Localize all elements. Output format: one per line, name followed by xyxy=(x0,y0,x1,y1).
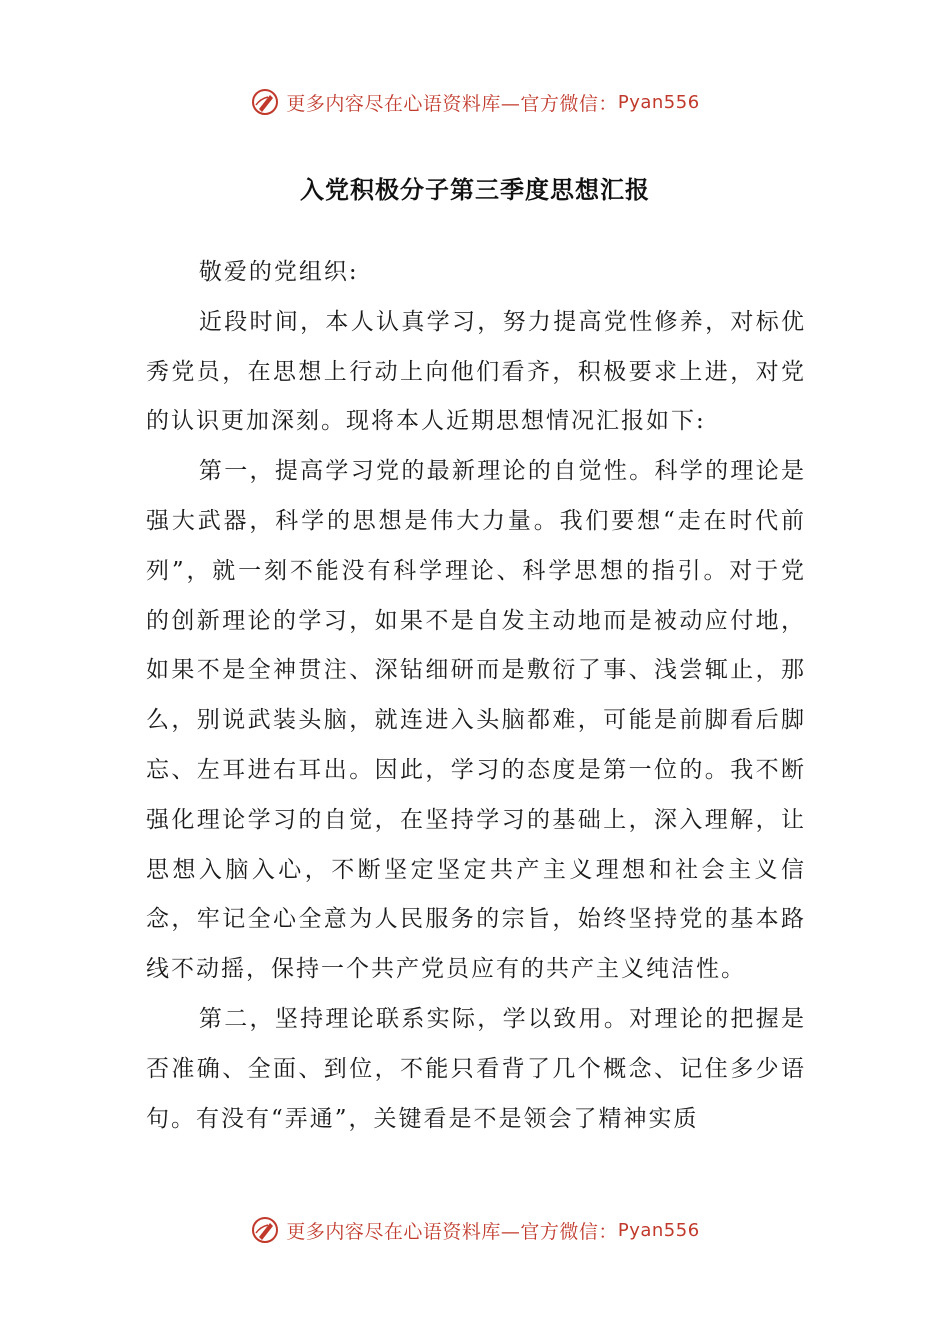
paragraph: 第一，提高学习党的最新理论的自觉性。科学的理论是强大武器，科学的思想是伟大力量。我们要想“走在时代前列”，就一刻不能没有科学理论、科学思想的指引。对于党的创新理论的学习，如果不是自发主动地而是被动应付地，如果不是全神贯注、深钻细研而是敷衍了事、浅尝辄止，那么，别说武装头脑，就连进入头脑都难，可能是前脚看后脚忘、左耳进右耳出。因此，学习的态度是第一位的。我不断强化理论学习的自觉，在坚持学习的基础上，深入理解，让思想入脑入心，不断坚定坚定共产主义理想和社会主义信念，牢记全心全意为人民服务的宗旨，始终坚持党的基本路线不动摇，保持一个共产党员应有的共产主义纯洁性。 xyxy=(146,458,806,983)
banner-wechat-id: Pyan556 xyxy=(617,1219,700,1241)
header-watermark-banner xyxy=(0,82,950,122)
paragraph: 第二，坚持理论联系实际，学以致用。对理论的把握是否准确、全面、到位，不能只看背了几个概念、记住多少语句。有没有“弄通”，关键看是不是领会了精神实质 xyxy=(146,1005,806,1132)
banner-wechat-id: Pyan556 xyxy=(617,91,700,113)
banner-text: 更多内容尽在心语资料库 xyxy=(286,92,501,115)
document-title: 入党积极分子第三季度思想汇报 xyxy=(300,175,650,204)
banner-text-wechat: —官方微信： xyxy=(500,92,618,115)
pen-logo-icon xyxy=(250,87,280,117)
salutation: 敬爱的党组织: xyxy=(198,259,359,285)
banner-text-wechat: —官方微信： xyxy=(500,1220,618,1243)
footer-watermark-banner xyxy=(0,1210,950,1250)
pen-logo-icon xyxy=(250,1215,280,1245)
document-body xyxy=(146,248,806,1144)
banner-text: 更多内容尽在心语资料库 xyxy=(286,1220,501,1243)
paragraph: 近段时间，本人认真学习，努力提高党性修养，对标优秀党员，在思想上行动上向他们看齐，积极要求上进，对党的认识更加深刻。现将本人近期思想情况汇报如下: xyxy=(146,308,806,435)
